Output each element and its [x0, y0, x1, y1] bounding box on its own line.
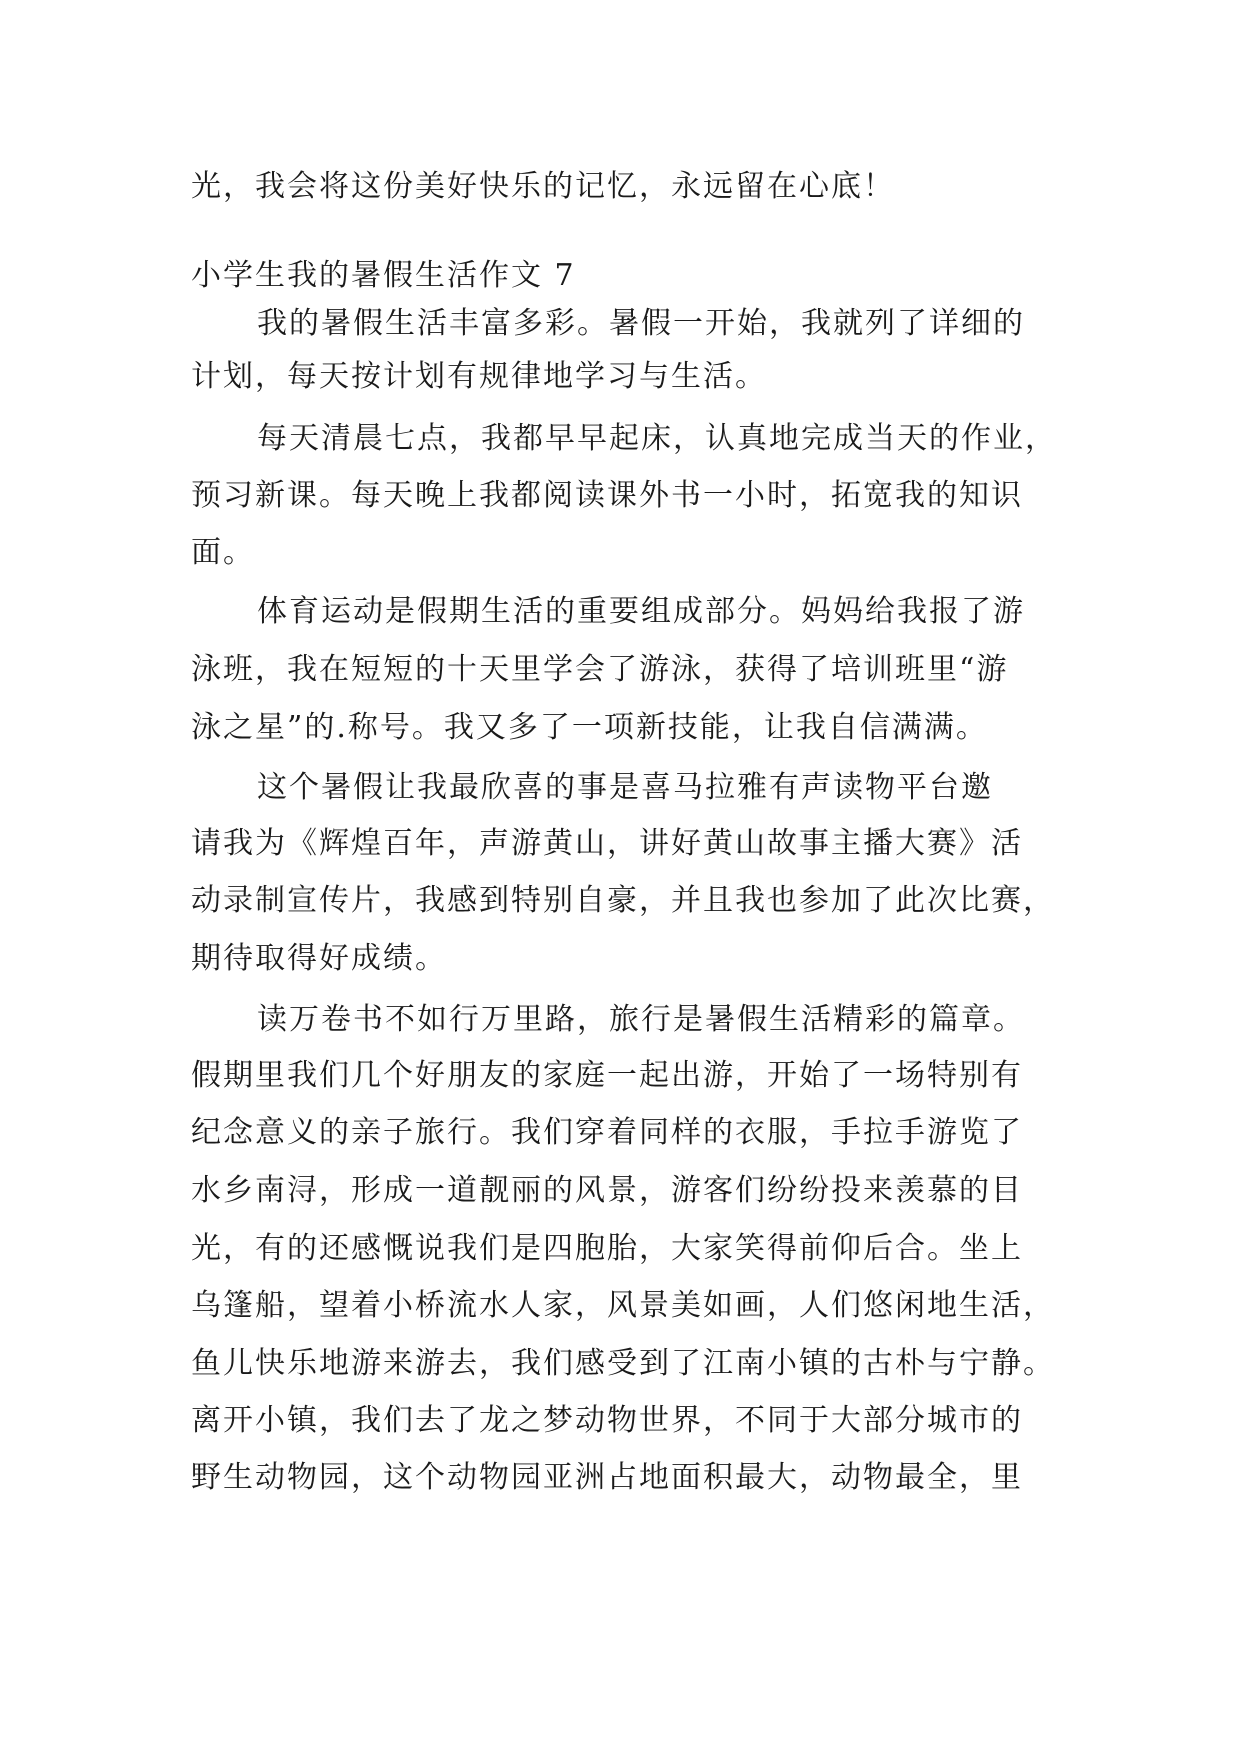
paragraph-4-line-3: 动录制宣传片，我感到特别自豪，并且我也参加了此次比赛，: [191, 883, 1055, 918]
paragraph-5-line-1: 读万卷书不如行万里路，旅行是暑假生活精彩的篇章。: [257, 1002, 1025, 1037]
paragraph-5-line-6: 乌篷船，望着小桥流水人家，风景美如画，人们悠闲地生活，: [191, 1288, 1055, 1323]
continuation-line: 光，我会将这份美好快乐的记忆，永远留在心底！: [191, 169, 895, 204]
paragraph-5-line-5: 光，有的还感慨说我们是四胞胎，大家笑得前仰后合。坐上: [191, 1231, 1023, 1266]
paragraph-2-line-1: 每天清晨七点，我都早早起床，认真地完成当天的作业，: [257, 421, 1057, 456]
paragraph-5-line-9: 野生动物园，这个动物园亚洲占地面积最大，动物最全，里: [191, 1460, 1023, 1495]
paragraph-2-line-2: 预习新课。每天晚上我都阅读课外书一小时，拓宽我的知识: [191, 478, 1023, 513]
paragraph-4-line-1: 这个暑假让我最欣喜的事是喜马拉雅有声读物平台邀: [257, 770, 993, 805]
paragraph-5-line-3: 纪念意义的亲子旅行。我们穿着同样的衣服，手拉手游览了: [191, 1115, 1023, 1150]
section-title: 小学生我的暑假生活作文 7: [191, 258, 576, 293]
paragraph-4-line-4: 期待取得好成绩。: [191, 941, 447, 976]
paragraph-5-line-4: 水乡南浔，形成一道靓丽的风景，游客们纷纷投来羡慕的目: [191, 1173, 1023, 1208]
paragraph-4-line-2: 请我为《辉煌百年，声游黄山，讲好黄山故事主播大赛》活: [191, 826, 1023, 861]
paragraph-5-line-7: 鱼儿快乐地游来游去，我们感受到了江南小镇的古朴与宁静。: [191, 1346, 1055, 1381]
paragraph-1-line-2: 计划，每天按计划有规律地学习与生活。: [191, 359, 767, 394]
paragraph-1-line-1: 我的暑假生活丰富多彩。暑假一开始，我就列了详细的: [257, 306, 1025, 341]
paragraph-3-line-2: 泳班，我在短短的十天里学会了游泳，获得了培训班里“游: [191, 652, 1009, 687]
paragraph-5-line-8: 离开小镇，我们去了龙之梦动物世界，不同于大部分城市的: [191, 1403, 1023, 1438]
paragraph-2-line-3: 面。: [191, 535, 255, 570]
paragraph-3-line-1: 体育运动是假期生活的重要组成部分。妈妈给我报了游: [257, 594, 1025, 629]
paragraph-5-line-2: 假期里我们几个好朋友的家庭一起出游，开始了一场特别有: [191, 1058, 1023, 1093]
paragraph-3-line-3: 泳之星”的.称号。我又多了一项新技能，让我自信满满。: [191, 710, 988, 745]
